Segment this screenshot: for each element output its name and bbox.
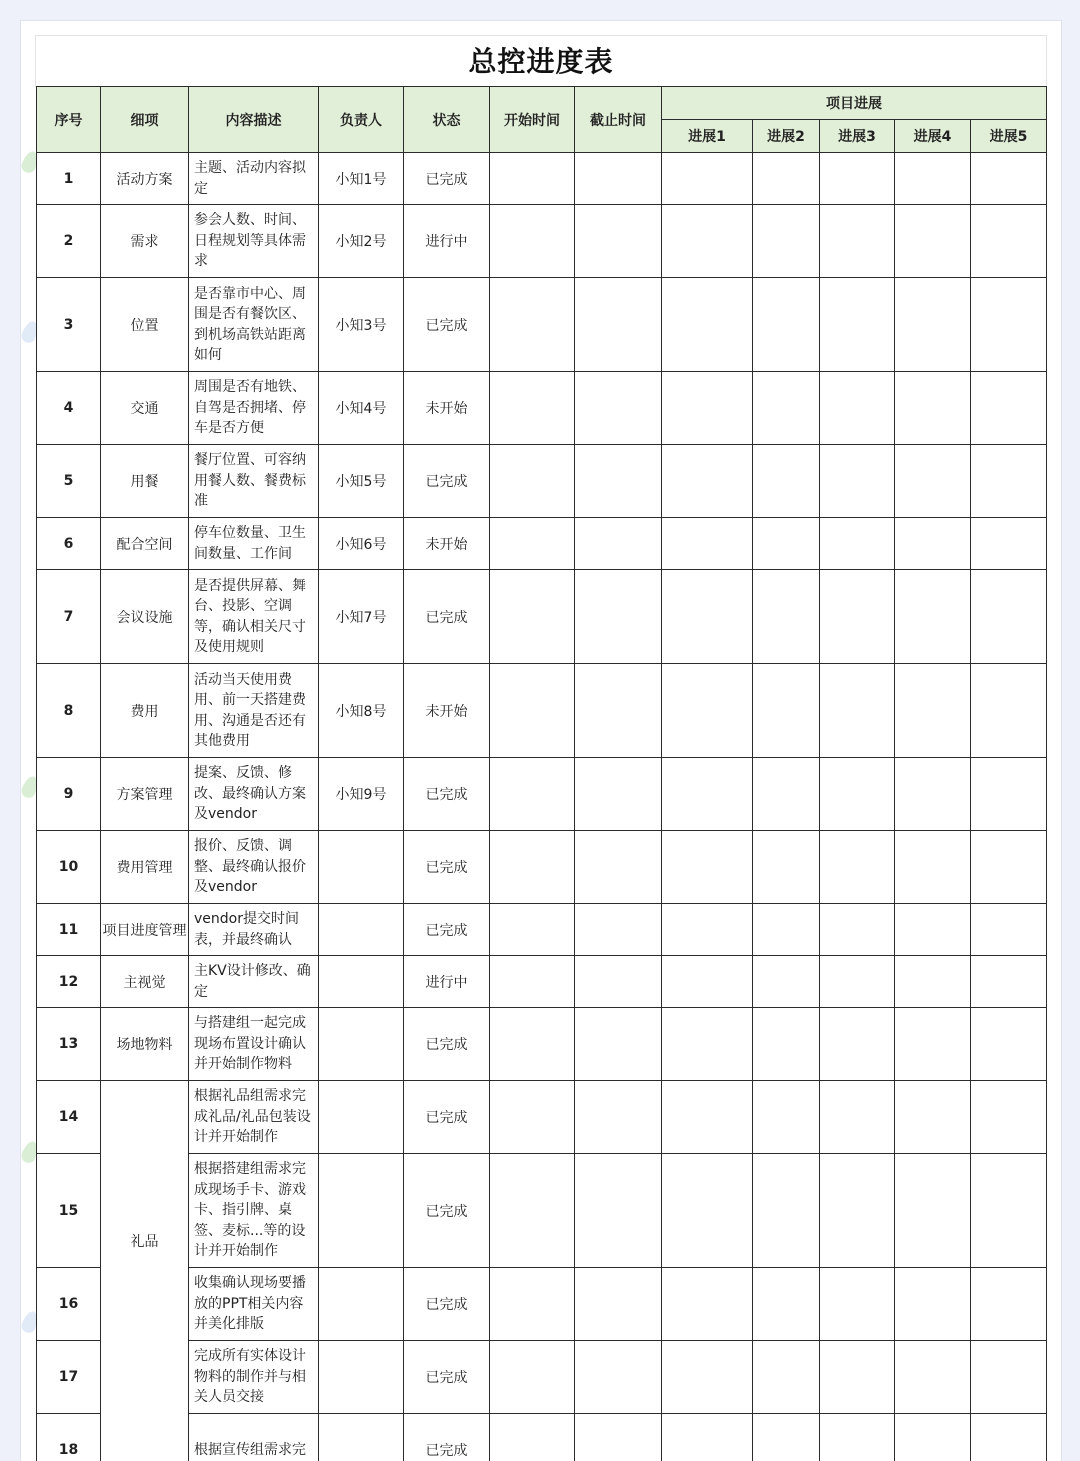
cell-progress-1[interactable]: [662, 278, 753, 372]
cell-owner[interactable]: [319, 1414, 404, 1461]
cell-end-time[interactable]: [575, 1268, 662, 1341]
cell-progress-5[interactable]: [971, 445, 1047, 518]
cell-end-time[interactable]: [575, 278, 662, 372]
header-progress-4[interactable]: 进展4: [895, 120, 971, 153]
cell-progress-1[interactable]: [662, 570, 753, 664]
cell-progress-5[interactable]: [971, 1081, 1047, 1154]
cell-status[interactable]: 已完成: [404, 153, 490, 205]
cell-progress-3[interactable]: [820, 205, 895, 278]
cell-status[interactable]: 进行中: [404, 205, 490, 278]
cell-seq[interactable]: 8: [37, 664, 101, 758]
cell-progress-1[interactable]: [662, 1081, 753, 1154]
cell-end-time[interactable]: [575, 518, 662, 570]
cell-owner[interactable]: [319, 1154, 404, 1268]
table-row: [37, 570, 1047, 664]
cell-seq[interactable]: 9: [37, 758, 101, 831]
cell-owner[interactable]: 小知4号: [319, 372, 404, 445]
cell-status[interactable]: 已完成: [404, 1268, 490, 1341]
cell-progress-1[interactable]: [662, 205, 753, 278]
cell-progress-5[interactable]: [971, 664, 1047, 758]
cell-description[interactable]: 完成所有实体设计物料的制作并与相关人员交接: [189, 1341, 319, 1414]
cell-progress-4[interactable]: [895, 904, 971, 956]
cell-status[interactable]: 已完成: [404, 1081, 490, 1154]
cell-status[interactable]: 未开始: [404, 664, 490, 758]
cell-progress-4[interactable]: [895, 1081, 971, 1154]
cell-end-time[interactable]: [575, 445, 662, 518]
cell-progress-2[interactable]: [753, 956, 820, 1008]
cell-status[interactable]: 已完成: [404, 445, 490, 518]
cell-progress-3[interactable]: [820, 1008, 895, 1081]
header-progress-5[interactable]: 进展5: [971, 120, 1047, 153]
cell-progress-5[interactable]: [971, 153, 1047, 205]
cell-start-time[interactable]: [490, 1341, 575, 1414]
table-row: [37, 1154, 1047, 1268]
cell-item[interactable]: 交通: [101, 372, 189, 445]
cell-progress-1[interactable]: [662, 1341, 753, 1414]
cell-owner[interactable]: [319, 831, 404, 904]
cell-owner[interactable]: 小知9号: [319, 758, 404, 831]
cell-status[interactable]: 进行中: [404, 956, 490, 1008]
cell-progress-2[interactable]: [753, 1008, 820, 1081]
cell-seq[interactable]: 18: [37, 1414, 101, 1461]
cell-progress-2[interactable]: [753, 1154, 820, 1268]
cell-progress-5[interactable]: [971, 1008, 1047, 1081]
cell-end-time[interactable]: [575, 758, 662, 831]
cell-status[interactable]: 未开始: [404, 372, 490, 445]
cell-seq[interactable]: 1: [37, 153, 101, 205]
cell-progress-4[interactable]: [895, 570, 971, 664]
cell-description[interactable]: 与搭建组一起完成现场布置设计确认并开始制作物料: [189, 1008, 319, 1081]
cell-progress-4[interactable]: [895, 831, 971, 904]
cell-progress-5[interactable]: [971, 570, 1047, 664]
spreadsheet-page: [20, 20, 1062, 1461]
header-end-time[interactable]: 截止时间: [575, 87, 662, 153]
cell-item[interactable]: 位置: [101, 278, 189, 372]
cell-seq[interactable]: 13: [37, 1008, 101, 1081]
cell-owner[interactable]: [319, 1341, 404, 1414]
cell-owner[interactable]: [319, 1268, 404, 1341]
table-row: [37, 1008, 1047, 1081]
cell-end-time[interactable]: [575, 205, 662, 278]
cell-start-time[interactable]: [490, 278, 575, 372]
cell-seq[interactable]: 15: [37, 1154, 101, 1268]
cell-progress-1[interactable]: [662, 518, 753, 570]
cell-status[interactable]: 未开始: [404, 518, 490, 570]
cell-description[interactable]: 停车位数量、卫生间数量、工作间: [189, 518, 319, 570]
cell-item[interactable]: 项目进度管理: [101, 904, 189, 956]
cell-end-time[interactable]: [575, 570, 662, 664]
cell-progress-5[interactable]: [971, 904, 1047, 956]
cell-progress-2[interactable]: [753, 278, 820, 372]
cell-start-time[interactable]: [490, 372, 575, 445]
cell-progress-1[interactable]: [662, 153, 753, 205]
cell-status[interactable]: 已完成: [404, 570, 490, 664]
cell-description[interactable]: 主题、活动内容拟定: [189, 153, 319, 205]
cell-seq[interactable]: 4: [37, 372, 101, 445]
cell-progress-2[interactable]: [753, 445, 820, 518]
cell-progress-4[interactable]: [895, 1154, 971, 1268]
cell-progress-4[interactable]: [895, 1414, 971, 1461]
cell-owner[interactable]: 小知3号: [319, 278, 404, 372]
table-row: [37, 153, 1047, 205]
cell-description[interactable]: 是否靠市中心、周围是否有餐饮区、到机场高铁站距离如何: [189, 278, 319, 372]
cell-start-time[interactable]: [490, 1154, 575, 1268]
cell-progress-5[interactable]: [971, 1268, 1047, 1341]
cell-progress-3[interactable]: [820, 372, 895, 445]
cell-status[interactable]: 已完成: [404, 1414, 490, 1461]
cell-progress-5[interactable]: [971, 205, 1047, 278]
cell-item[interactable]: 主视觉: [101, 956, 189, 1008]
cell-start-time[interactable]: [490, 205, 575, 278]
table-row: [37, 1081, 1047, 1154]
cell-description[interactable]: 周围是否有地铁、自驾是否拥堵、停车是否方便: [189, 372, 319, 445]
header-owner[interactable]: 负责人: [319, 87, 404, 153]
cell-start-time[interactable]: [490, 445, 575, 518]
cell-progress-3[interactable]: [820, 904, 895, 956]
cell-progress-5[interactable]: [971, 518, 1047, 570]
cell-progress-3[interactable]: [820, 1268, 895, 1341]
cell-end-time[interactable]: [575, 1008, 662, 1081]
cell-item[interactable]: 会议设施: [101, 570, 189, 664]
cell-start-time[interactable]: [490, 1414, 575, 1461]
cell-description[interactable]: 根据搭建组需求完成现场手卡、游戏卡、指引牌、桌签、麦标...等的设计并开始制作: [189, 1154, 319, 1268]
cell-description[interactable]: 提案、反馈、修改、最终确认方案及vendor: [189, 758, 319, 831]
table-row: [37, 278, 1047, 372]
cell-description[interactable]: 餐厅位置、可容纳用餐人数、餐费标准: [189, 445, 319, 518]
cell-end-time[interactable]: [575, 1341, 662, 1414]
cell-end-time[interactable]: [575, 956, 662, 1008]
cell-owner[interactable]: 小知7号: [319, 570, 404, 664]
cell-status[interactable]: 已完成: [404, 1154, 490, 1268]
cell-progress-1[interactable]: [662, 1008, 753, 1081]
table-row: [37, 518, 1047, 570]
cell-end-time[interactable]: [575, 831, 662, 904]
cell-progress-2[interactable]: [753, 1341, 820, 1414]
cell-progress-4[interactable]: [895, 1341, 971, 1414]
cell-end-time[interactable]: [575, 664, 662, 758]
cell-progress-5[interactable]: [971, 1341, 1047, 1414]
table-row: [37, 956, 1047, 1008]
cell-start-time[interactable]: [490, 904, 575, 956]
cell-progress-5[interactable]: [971, 1414, 1047, 1461]
cell-seq[interactable]: 3: [37, 278, 101, 372]
cell-owner[interactable]: [319, 904, 404, 956]
cell-start-time[interactable]: [490, 831, 575, 904]
cell-item[interactable]: 礼品: [101, 1081, 189, 1461]
cell-progress-4[interactable]: [895, 1268, 971, 1341]
table-row: [37, 664, 1047, 758]
cell-seq[interactable]: 5: [37, 445, 101, 518]
cell-start-time[interactable]: [490, 518, 575, 570]
header-progress-2[interactable]: 进展2: [753, 120, 820, 153]
cell-seq[interactable]: 11: [37, 904, 101, 956]
cell-progress-3[interactable]: [820, 518, 895, 570]
cell-seq[interactable]: 6: [37, 518, 101, 570]
cell-progress-4[interactable]: [895, 956, 971, 1008]
cell-progress-3[interactable]: [820, 1414, 895, 1461]
cell-status[interactable]: 已完成: [404, 1341, 490, 1414]
cell-owner[interactable]: 小知8号: [319, 664, 404, 758]
cell-progress-5[interactable]: [971, 956, 1047, 1008]
cell-progress-3[interactable]: [820, 831, 895, 904]
cell-item[interactable]: 用餐: [101, 445, 189, 518]
cell-owner[interactable]: [319, 1008, 404, 1081]
cell-description[interactable]: 活动当天使用费用、前一天搭建费用、沟通是否还有其他费用: [189, 664, 319, 758]
cell-end-time[interactable]: [575, 372, 662, 445]
cell-progress-3[interactable]: [820, 1081, 895, 1154]
cell-start-time[interactable]: [490, 1268, 575, 1341]
table-row: [37, 904, 1047, 956]
cell-item[interactable]: 场地物料: [101, 1008, 189, 1081]
cell-start-time[interactable]: [490, 1081, 575, 1154]
table-row: [37, 1268, 1047, 1341]
cell-item[interactable]: 方案管理: [101, 758, 189, 831]
cell-progress-3[interactable]: [820, 664, 895, 758]
cell-progress-1[interactable]: [662, 445, 753, 518]
cell-seq[interactable]: 12: [37, 956, 101, 1008]
cell-description[interactable]: 主KV设计修改、确定: [189, 956, 319, 1008]
cell-progress-4[interactable]: [895, 372, 971, 445]
cell-start-time[interactable]: [490, 570, 575, 664]
cell-progress-5[interactable]: [971, 831, 1047, 904]
cell-status[interactable]: 已完成: [404, 831, 490, 904]
cell-progress-2[interactable]: [753, 518, 820, 570]
header-item[interactable]: 细项: [101, 87, 189, 153]
header-status[interactable]: 状态: [404, 87, 490, 153]
cell-progress-2[interactable]: [753, 205, 820, 278]
cell-progress-1[interactable]: [662, 1268, 753, 1341]
cell-progress-2[interactable]: [753, 758, 820, 831]
cell-description[interactable]: vendor提交时间表，并最终确认: [189, 904, 319, 956]
cell-seq[interactable]: 2: [37, 205, 101, 278]
progress-table: [36, 86, 1047, 1461]
cell-item[interactable]: 配合空间: [101, 518, 189, 570]
cell-progress-3[interactable]: [820, 153, 895, 205]
table-row: [37, 445, 1047, 518]
cell-description[interactable]: 收集确认现场要播放的PPT相关内容并美化排版: [189, 1268, 319, 1341]
cell-progress-4[interactable]: [895, 664, 971, 758]
cell-progress-3[interactable]: [820, 1154, 895, 1268]
cell-end-time[interactable]: [575, 904, 662, 956]
cell-seq[interactable]: 7: [37, 570, 101, 664]
cell-progress-2[interactable]: [753, 1268, 820, 1341]
table-row: [37, 831, 1047, 904]
table-row: [37, 1341, 1047, 1414]
cell-end-time[interactable]: [575, 1081, 662, 1154]
cell-progress-5[interactable]: [971, 372, 1047, 445]
cell-start-time[interactable]: [490, 664, 575, 758]
cell-progress-1[interactable]: [662, 758, 753, 831]
sheet-title: 总控进度表: [35, 35, 1047, 87]
cell-seq[interactable]: 17: [37, 1341, 101, 1414]
cell-progress-1[interactable]: [662, 1414, 753, 1461]
cell-progress-1[interactable]: [662, 831, 753, 904]
cell-end-time[interactable]: [575, 1414, 662, 1461]
cell-progress-3[interactable]: [820, 1341, 895, 1414]
cell-status[interactable]: 已完成: [404, 904, 490, 956]
cell-progress-2[interactable]: [753, 372, 820, 445]
header-progress-1[interactable]: 进展1: [662, 120, 753, 153]
cell-seq[interactable]: 14: [37, 1081, 101, 1154]
cell-progress-4[interactable]: [895, 278, 971, 372]
cell-status[interactable]: 已完成: [404, 278, 490, 372]
cell-progress-4[interactable]: [895, 205, 971, 278]
cell-start-time[interactable]: [490, 956, 575, 1008]
cell-progress-2[interactable]: [753, 904, 820, 956]
cell-progress-3[interactable]: [820, 445, 895, 518]
cell-seq[interactable]: 16: [37, 1268, 101, 1341]
cell-progress-2[interactable]: [753, 153, 820, 205]
cell-progress-3[interactable]: [820, 278, 895, 372]
cell-description[interactable]: 根据礼品组需求完成礼品/礼品包装设计并开始制作: [189, 1081, 319, 1154]
table-row: [37, 1414, 1047, 1461]
cell-item[interactable]: 费用管理: [101, 831, 189, 904]
header-start-time[interactable]: 开始时间: [490, 87, 575, 153]
cell-progress-3[interactable]: [820, 758, 895, 831]
cell-start-time[interactable]: [490, 153, 575, 205]
cell-progress-2[interactable]: [753, 1414, 820, 1461]
cell-owner[interactable]: 小知1号: [319, 153, 404, 205]
cell-progress-2[interactable]: [753, 570, 820, 664]
cell-progress-1[interactable]: [662, 904, 753, 956]
cell-end-time[interactable]: [575, 1154, 662, 1268]
cell-progress-5[interactable]: [971, 1154, 1047, 1268]
cell-status[interactable]: 已完成: [404, 758, 490, 831]
cell-progress-4[interactable]: [895, 1008, 971, 1081]
cell-progress-4[interactable]: [895, 518, 971, 570]
cell-description[interactable]: 报价、反馈、调整、最终确认报价及vendor: [189, 831, 319, 904]
cell-progress-2[interactable]: [753, 831, 820, 904]
header-progress-group[interactable]: 项目进展: [662, 87, 1047, 120]
cell-owner[interactable]: 小知2号: [319, 205, 404, 278]
cell-progress-3[interactable]: [820, 956, 895, 1008]
table-row: [37, 758, 1047, 831]
cell-description[interactable]: 根据宣传组需求完: [189, 1414, 319, 1461]
cell-progress-2[interactable]: [753, 664, 820, 758]
cell-start-time[interactable]: [490, 758, 575, 831]
table-row: [37, 372, 1047, 445]
cell-progress-1[interactable]: [662, 1154, 753, 1268]
cell-owner[interactable]: [319, 956, 404, 1008]
cell-owner[interactable]: 小知6号: [319, 518, 404, 570]
cell-item[interactable]: 需求: [101, 205, 189, 278]
cell-progress-1[interactable]: [662, 372, 753, 445]
cell-progress-4[interactable]: [895, 758, 971, 831]
cell-status[interactable]: 已完成: [404, 1008, 490, 1081]
cell-progress-1[interactable]: [662, 956, 753, 1008]
cell-description[interactable]: 参会人数、时间、日程规划等具体需求: [189, 205, 319, 278]
cell-start-time[interactable]: [490, 1008, 575, 1081]
cell-owner[interactable]: [319, 1081, 404, 1154]
cell-progress-4[interactable]: [895, 445, 971, 518]
cell-progress-2[interactable]: [753, 1081, 820, 1154]
cell-progress-5[interactable]: [971, 758, 1047, 831]
cell-progress-3[interactable]: [820, 570, 895, 664]
cell-end-time[interactable]: [575, 153, 662, 205]
header-seq[interactable]: 序号: [37, 87, 101, 153]
cell-seq[interactable]: 10: [37, 831, 101, 904]
cell-progress-4[interactable]: [895, 153, 971, 205]
cell-owner[interactable]: 小知5号: [319, 445, 404, 518]
header-desc[interactable]: 内容描述: [189, 87, 319, 153]
header-progress-3[interactable]: 进展3: [820, 120, 895, 153]
cell-description[interactable]: 是否提供屏幕、舞台、投影、空调等，确认相关尺寸及使用规则: [189, 570, 319, 664]
cell-progress-1[interactable]: [662, 664, 753, 758]
cell-item[interactable]: 活动方案: [101, 153, 189, 205]
table-row: [37, 205, 1047, 278]
cell-progress-5[interactable]: [971, 278, 1047, 372]
cell-item[interactable]: 费用: [101, 664, 189, 758]
